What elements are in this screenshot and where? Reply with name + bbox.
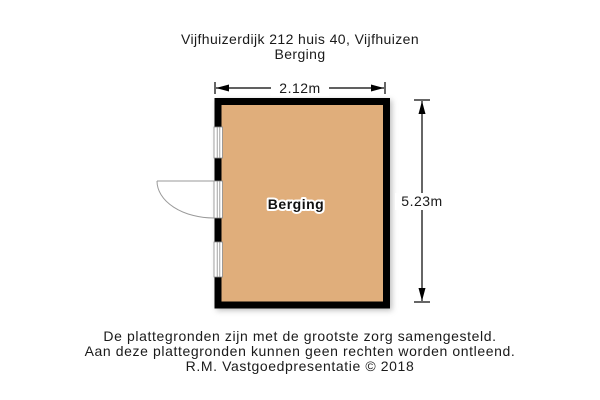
window-left-wall-top <box>214 127 223 158</box>
arrow-right-icon <box>371 85 384 92</box>
copyright-line: R.M. Vastgoedpresentatie © 2018 <box>185 358 415 374</box>
arrow-left-icon <box>216 85 229 92</box>
disclaimer-line-2: Aan deze plattegronden kunnen geen rechten worden ontleend. <box>84 343 516 359</box>
disclaimer <box>0 329 600 374</box>
width-dimension-label: 2.12m <box>279 80 321 96</box>
room-label: Berging <box>267 196 325 212</box>
address-line: Vijfhuizerdijk 212 huis 40, Vijfhuizen <box>180 31 420 47</box>
window-left-wall-bottom <box>214 242 223 277</box>
room-type-line: Berging <box>274 46 326 62</box>
disclaimer-line-1: De plattegronden zijn met de grootste zorg samengesteld. <box>103 328 497 344</box>
door-left-wall <box>214 181 223 218</box>
arrow-up-icon <box>419 101 426 114</box>
height-dimension-label: 5.23m <box>401 193 443 209</box>
width-dimension <box>215 79 385 96</box>
arrow-down-icon <box>419 288 426 301</box>
door-swing-icon <box>157 181 214 218</box>
height-dimension <box>395 100 449 302</box>
